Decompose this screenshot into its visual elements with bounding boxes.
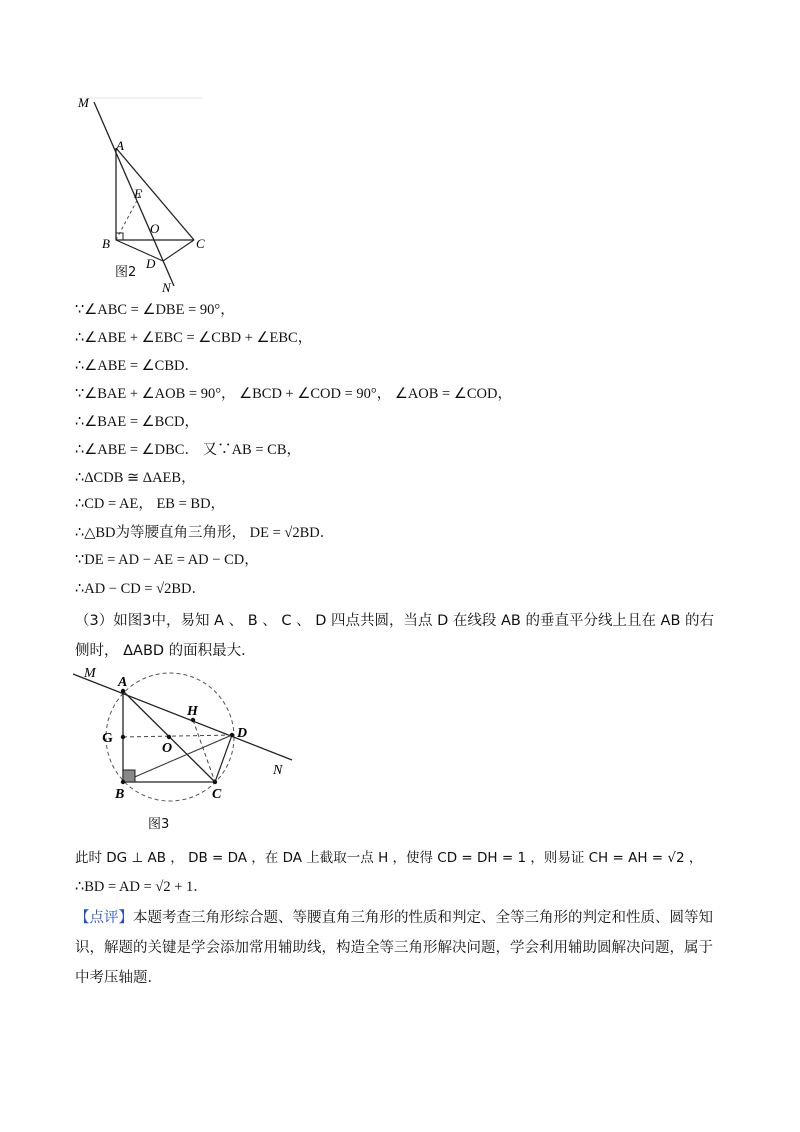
- fig3-label-A: A: [118, 675, 128, 690]
- proof-line: ∴∠ABE = ∠DBC． 又∵AB = CB，: [75, 442, 302, 458]
- fig2-label-M: M: [78, 95, 89, 110]
- proof-line: ∴∠BAE = ∠BCD，: [75, 414, 199, 430]
- comment-tag: 【点评】: [75, 910, 133, 926]
- fig3-label-N: N: [273, 763, 283, 778]
- comment-text: 本题考查三角形综合题、等腰直角三角形的性质和判定、全等三角形的判定和性质、圆等知识，解题的关键是学会添加常用辅助线，构造全等三角形解决问题，学会利用辅助圆解决问题，属于中考压轴题．: [75, 910, 713, 986]
- figure-3-caption: 图3: [148, 817, 170, 832]
- proof-line: ∴∠ABE = ∠CBD．: [75, 358, 199, 374]
- proof-line: ∴△BD为等腰直角三角形， DE = √2BD．: [75, 525, 335, 541]
- fig2-label-D: D: [146, 256, 156, 271]
- proof-line: ∴ΔCDB ≅ ΔAEB，: [75, 470, 196, 486]
- fig2-label-O: O: [150, 221, 160, 236]
- fig3-label-G: G: [102, 731, 113, 746]
- fig3-label-C: C: [212, 787, 222, 802]
- part-3-paragraph: （3）如图3中，易知 A 、 B 、 C 、 D 四点共圆，当点 D 在线段 AB 的垂直平分线上且在 AB 的右侧时， ΔABD 的面积最大．: [75, 613, 715, 659]
- fig3-label-D: D: [237, 726, 248, 741]
- proof-line: ∴AD − CD = √2BD．: [75, 581, 207, 597]
- fig3-label-M: M: [84, 666, 96, 681]
- figure-2-diagram: [70, 90, 220, 295]
- fig2-label-N: N: [162, 280, 171, 295]
- fig2-label-B: B: [102, 236, 110, 251]
- proof-line: ∵∠ABC = ∠DBE = 90°，: [75, 302, 235, 318]
- proof-line: ∴CD = AE， EB = BD，: [75, 496, 226, 512]
- fig2-label-C: C: [196, 236, 205, 251]
- fig3-label-B: B: [115, 787, 125, 802]
- conclusion-line: 此时 DG ⊥ AB ， DB = DA ，在 DA 上截取一点 H ，使得 CD = DH = 1 ，则易证 CH = AH = √2 ，: [75, 850, 703, 866]
- fig3-label-H: H: [187, 704, 198, 719]
- figure-3-diagram: [70, 660, 300, 810]
- fig2-label-E: E: [134, 186, 142, 201]
- conclusion-line: ∴BD = AD = √2 + 1．: [75, 879, 208, 895]
- fig2-label-A: A: [116, 138, 124, 153]
- comment-paragraph: [75, 903, 725, 993]
- proof-line: ∵DE = AD − AE = AD − CD，: [75, 552, 259, 568]
- figure-2-caption: 图2: [115, 265, 137, 280]
- fig3-label-O: O: [162, 741, 173, 756]
- proof-line: ∵∠BAE + ∠AOB = 90°， ∠BCD + ∠COD = 90°， ∠AOB = ∠COD，: [75, 386, 512, 402]
- proof-line: ∴∠ABE + ∠EBC = ∠CBD + ∠EBC，: [75, 330, 313, 346]
